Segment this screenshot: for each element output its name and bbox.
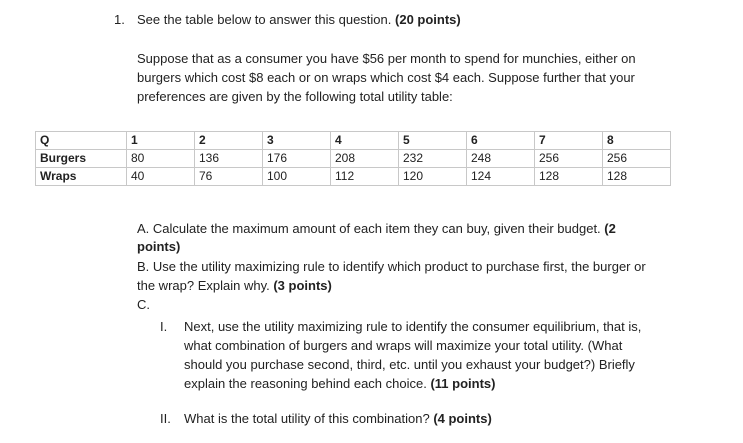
part-a-text: A. Calculate the maximum amount of each item they can buy, given their budget. (137, 221, 601, 236)
quantity-cell: 7 (535, 132, 603, 150)
part-c-i-line-2: what combination of burgers and wraps will maximize your total utility. (What (184, 338, 623, 353)
table-header-label: Q (36, 132, 127, 150)
part-b-line-1: B. Use the utility maximizing rule to identify which product to purchase first, the burger or (137, 259, 646, 274)
table-cell: 256 (603, 150, 671, 168)
quantity-cell: 5 (399, 132, 467, 150)
quantity-cell: 1 (127, 132, 195, 150)
quantity-cell: 6 (467, 132, 535, 150)
question-intro (137, 11, 461, 28)
question-intro-text: See the table below to answer this question. (137, 12, 392, 27)
part-c-i-line-4 (184, 375, 495, 392)
table-cell: 208 (331, 150, 399, 168)
row-label-wraps: Wraps (36, 168, 127, 186)
part-c-i-text: explain the reasoning behind each choice. (184, 376, 427, 391)
table-cell: 256 (535, 150, 603, 168)
table-cell: 128 (535, 168, 603, 186)
question-number: 1. (114, 12, 125, 27)
quantity-cell: 4 (331, 132, 399, 150)
table-header-row (36, 132, 671, 150)
part-c-i-points: (11 points) (430, 376, 496, 391)
quantity-cell: 3 (263, 132, 331, 150)
table-cell: 124 (467, 168, 535, 186)
part-a-points-start: (2 (604, 221, 616, 236)
table-cell: 112 (331, 168, 399, 186)
quantity-cell: 2 (195, 132, 263, 150)
table-cell: 80 (127, 150, 195, 168)
part-c-ii-points: (4 points) (433, 411, 492, 426)
table-row-burgers (36, 150, 671, 168)
part-a-line-2 (137, 238, 180, 255)
scenario-line-3: preferences are given by the following total utility table: (137, 89, 453, 104)
part-b-points: (3 points) (273, 278, 332, 293)
scenario-line-2: burgers which cost $8 each or on wraps which cost $4 each. Suppose further that your (137, 70, 635, 85)
part-a-points-end: points) (137, 239, 181, 254)
part-c-ii-marker: II. (160, 411, 171, 426)
part-b-line-2 (137, 277, 332, 294)
table-cell: 40 (127, 168, 195, 186)
quantity-cell: 8 (603, 132, 671, 150)
part-c-label: C. (137, 297, 150, 312)
utility-table (35, 131, 671, 186)
table-cell: 248 (467, 150, 535, 168)
table-cell: 128 (603, 168, 671, 186)
part-a-line-1 (137, 220, 616, 237)
table-cell: 232 (399, 150, 467, 168)
table-cell: 76 (195, 168, 263, 186)
part-c-ii-line (184, 410, 492, 427)
part-c-ii-text: What is the total utility of this combination? (184, 411, 430, 426)
part-b-text: the wrap? Explain why. (137, 278, 270, 293)
part-c-i-marker: I. (160, 319, 168, 334)
question-points: (20 points) (395, 12, 461, 27)
table-cell: 100 (263, 168, 331, 186)
table-cell: 176 (263, 150, 331, 168)
table-cell: 136 (195, 150, 263, 168)
table-cell: 120 (399, 168, 467, 186)
part-c-i-line-3: should you purchase second, third, etc. until you exhaust your budget?) Briefly (184, 357, 635, 372)
scenario-line-1: Suppose that as a consumer you have $56 per month to spend for munchies, either on (137, 51, 636, 66)
row-label-burgers: Burgers (36, 150, 127, 168)
part-c-i-line-1: Next, use the utility maximizing rule to identify the consumer equilibrium, that is, (184, 319, 642, 334)
table-row-wraps (36, 168, 671, 186)
